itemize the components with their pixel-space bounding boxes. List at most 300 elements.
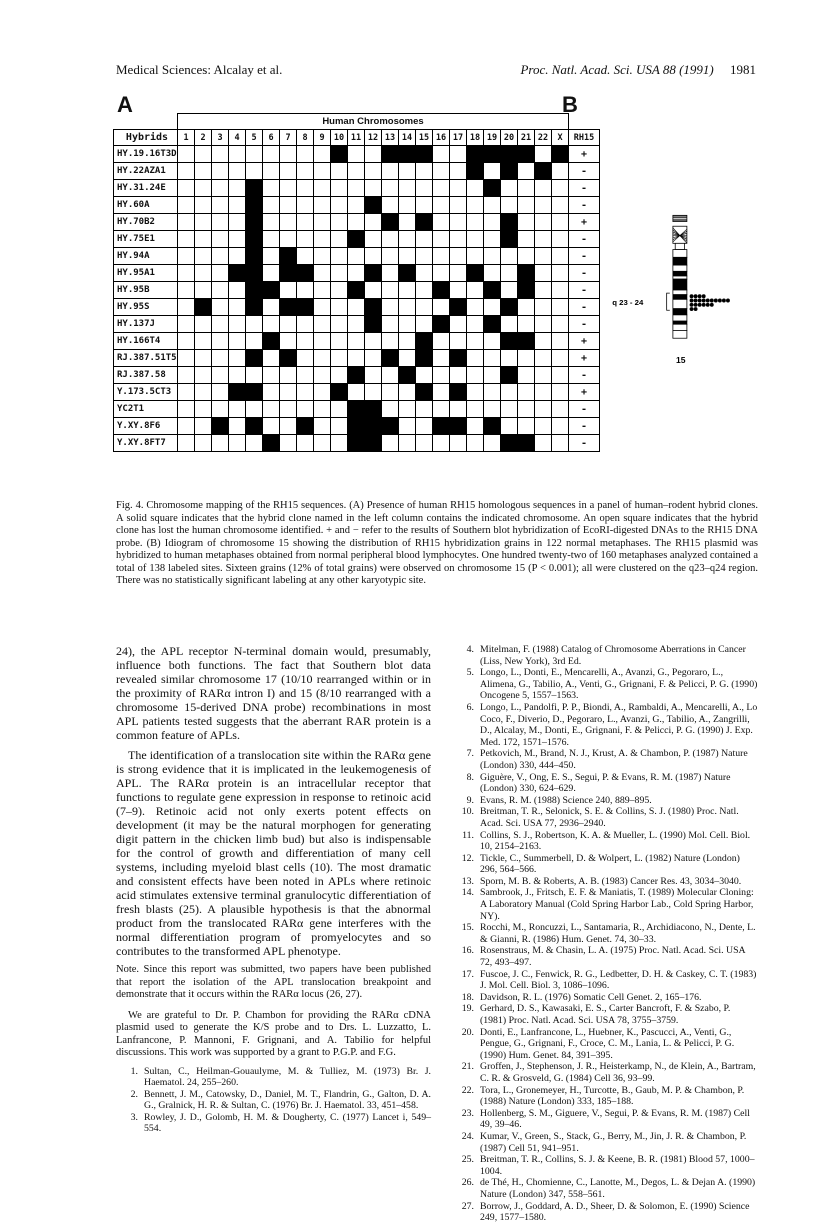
absent-cell	[450, 265, 467, 282]
absent-cell	[297, 146, 314, 163]
table-row	[114, 333, 600, 350]
absent-cell	[314, 367, 331, 384]
journal-citation: Proc. Natl. Acad. Sci. USA 88 (1991)	[520, 62, 714, 77]
absent-cell	[212, 401, 229, 418]
absent-cell	[518, 180, 535, 197]
present-cell	[246, 180, 263, 197]
absent-cell	[348, 146, 365, 163]
reference-text: Collins, S. J., Robertson, K. A. & Mueller, L. (1990) Mol. Cell. Biol. 10, 2154–2163.	[480, 829, 751, 853]
absent-cell	[331, 333, 348, 350]
absent-cell	[178, 333, 195, 350]
absent-cell	[535, 248, 552, 265]
chromosome-header: 13	[382, 130, 399, 146]
absent-cell	[195, 282, 212, 299]
absent-cell	[280, 163, 297, 180]
absent-cell	[331, 214, 348, 231]
reference-text: Tickle, C., Summerbell, D. & Wolpert, L. (1982) Nature (London) 296, 564–566.	[480, 852, 740, 876]
absent-cell	[518, 197, 535, 214]
present-cell	[450, 299, 467, 316]
present-cell	[365, 265, 382, 282]
absent-cell	[535, 384, 552, 401]
absent-cell	[433, 384, 450, 401]
present-cell	[382, 214, 399, 231]
absent-cell	[178, 214, 195, 231]
absent-cell	[501, 401, 518, 418]
chromosome-header: 11	[348, 130, 365, 146]
absent-cell	[229, 282, 246, 299]
absent-cell	[399, 197, 416, 214]
absent-cell	[433, 367, 450, 384]
absent-cell	[450, 248, 467, 265]
absent-cell	[467, 384, 484, 401]
body-paragraph: The identification of a translocation site within the RARα gene is strong evidence that it is implicated in the leukemogenesis of APL. The RARα protein is an intracellular receptor that functions to regulate gene expression in response to retinoic acid (7–9). Retinoic acid not only exerts potent effects on development (it may be the natural morphogen for generating digit pattern in the chicken limb bud) but also is indispensable for the control of growth and differentiation of many cell systems, including myeloid blast cells (10). The most dramatic and consistent effects have been noted in APLs where retinoic acid stimulates extensive terminal granulocytic differentiation of fresh blasts (25). A plausible hypothesis is that the abnormal product from the translocated RARα gene interferes with the normal differentiation program of promyelocytes and so contributes to the transformed APL phenotype.	[116, 748, 431, 958]
chromosome-header: 16	[433, 130, 450, 146]
chromosome-15-ideogram	[606, 192, 746, 407]
present-cell	[416, 350, 433, 367]
hybrid-name: HY.60A	[114, 197, 178, 214]
hybrid-name: HY.94A	[114, 248, 178, 265]
absent-cell	[195, 401, 212, 418]
absent-cell	[416, 282, 433, 299]
absent-cell	[501, 180, 518, 197]
reference-number: 24.	[461, 1130, 474, 1142]
hybrid-name: HY.95A1	[114, 265, 178, 282]
chromosome-band	[673, 265, 687, 271]
absent-cell	[195, 350, 212, 367]
reference-item	[452, 667, 758, 702]
absent-cell	[450, 231, 467, 248]
absent-cell	[348, 333, 365, 350]
absent-cell	[450, 197, 467, 214]
rh15-result: -	[569, 299, 600, 316]
absent-cell	[433, 197, 450, 214]
table-row	[114, 265, 600, 282]
chromosome-header: 18	[467, 130, 484, 146]
absent-cell	[348, 214, 365, 231]
absent-cell	[433, 231, 450, 248]
reference-item	[452, 1061, 758, 1084]
table-row	[114, 350, 600, 367]
absent-cell	[467, 282, 484, 299]
absent-cell	[297, 333, 314, 350]
absent-cell	[297, 316, 314, 333]
reference-item	[116, 1112, 431, 1135]
hybrid-name: HY.166T4	[114, 333, 178, 350]
reference-number: 1.	[130, 1065, 138, 1077]
absent-cell	[212, 146, 229, 163]
absent-cell	[535, 282, 552, 299]
present-cell	[484, 146, 501, 163]
centromere	[675, 243, 684, 249]
absent-cell	[552, 265, 569, 282]
present-cell	[246, 350, 263, 367]
absent-cell	[484, 231, 501, 248]
absent-cell	[212, 231, 229, 248]
hybrid-name: HY.22AZA1	[114, 163, 178, 180]
absent-cell	[229, 350, 246, 367]
hybridization-grain	[702, 294, 706, 298]
absent-cell	[314, 214, 331, 231]
absent-cell	[212, 214, 229, 231]
absent-cell	[348, 248, 365, 265]
absent-cell	[501, 316, 518, 333]
chromosome-band	[673, 321, 687, 324]
reference-item	[452, 922, 758, 945]
left-column	[116, 644, 431, 1135]
absent-cell	[535, 214, 552, 231]
absent-cell	[399, 248, 416, 265]
absent-cell	[365, 282, 382, 299]
absent-cell	[195, 316, 212, 333]
absent-cell	[331, 418, 348, 435]
absent-cell	[518, 163, 535, 180]
reference-item	[452, 945, 758, 968]
reference-text: Petkovich, M., Brand, N. J., Krust, A. & Chambon, P. (1987) Nature (London) 330, 444–450.	[480, 748, 748, 771]
reference-number: 18.	[461, 991, 474, 1003]
absent-cell	[331, 248, 348, 265]
reference-number: 26.	[461, 1177, 474, 1189]
absent-cell	[518, 384, 535, 401]
reference-number: 19.	[461, 1003, 474, 1015]
present-cell	[450, 384, 467, 401]
absent-cell	[331, 401, 348, 418]
absent-cell	[297, 282, 314, 299]
present-cell	[501, 214, 518, 231]
absent-cell	[518, 316, 535, 333]
present-cell	[501, 299, 518, 316]
present-cell	[246, 214, 263, 231]
absent-cell	[467, 333, 484, 350]
absent-cell	[382, 333, 399, 350]
absent-cell	[263, 384, 280, 401]
hybrid-name: HY.137J	[114, 316, 178, 333]
panel-b-label: B	[562, 92, 578, 117]
present-cell	[246, 248, 263, 265]
absent-cell	[382, 282, 399, 299]
absent-cell	[399, 384, 416, 401]
running-header-journal	[520, 62, 756, 78]
table-row	[114, 384, 600, 401]
absent-cell	[178, 180, 195, 197]
chromosome-header: 8	[297, 130, 314, 146]
absent-cell	[399, 435, 416, 452]
present-cell	[297, 418, 314, 435]
present-cell	[263, 333, 280, 350]
chromosome-number: 15	[676, 355, 686, 366]
absent-cell	[314, 299, 331, 316]
absent-cell	[195, 418, 212, 435]
reference-text: Hollenberg, S. M., Giguere, V., Segui, P. & Evans, R. M. (1987) Cell 49, 39–46.	[480, 1107, 750, 1131]
absent-cell	[314, 435, 331, 452]
chromosome-header: 17	[450, 130, 467, 146]
absent-cell	[280, 231, 297, 248]
absent-cell	[212, 163, 229, 180]
hybrid-name: RJ.387.58	[114, 367, 178, 384]
chromosome-band	[673, 276, 687, 279]
absent-cell	[535, 265, 552, 282]
rh15-header: RH15	[569, 130, 600, 146]
absent-cell	[365, 214, 382, 231]
absent-cell	[450, 367, 467, 384]
absent-cell	[484, 401, 501, 418]
present-cell	[348, 435, 365, 452]
absent-cell	[467, 367, 484, 384]
present-cell	[484, 180, 501, 197]
absent-cell	[552, 350, 569, 367]
reference-number: 9.	[466, 794, 474, 806]
present-cell	[484, 316, 501, 333]
absent-cell	[212, 367, 229, 384]
reference-number: 23.	[461, 1107, 474, 1119]
absent-cell	[365, 350, 382, 367]
absent-cell	[348, 265, 365, 282]
absent-cell	[331, 350, 348, 367]
absent-cell	[552, 367, 569, 384]
reference-number: 27.	[461, 1200, 474, 1212]
rh15-result: -	[569, 180, 600, 197]
absent-cell	[399, 316, 416, 333]
absent-cell	[348, 384, 365, 401]
hybridization-grain	[710, 299, 714, 303]
absent-cell	[399, 214, 416, 231]
present-cell	[280, 350, 297, 367]
absent-cell	[263, 214, 280, 231]
present-cell	[365, 197, 382, 214]
absent-cell	[535, 333, 552, 350]
absent-cell	[297, 248, 314, 265]
chromosome-band	[673, 295, 687, 300]
hybrid-name: HY.19.16T3D	[114, 146, 178, 163]
hybridization-grain	[698, 303, 702, 307]
absent-cell	[399, 333, 416, 350]
absent-cell	[552, 401, 569, 418]
absent-cell	[212, 350, 229, 367]
absent-cell	[178, 265, 195, 282]
absent-cell	[229, 401, 246, 418]
table-row	[114, 180, 600, 197]
present-cell	[416, 214, 433, 231]
absent-cell	[331, 299, 348, 316]
absent-cell	[416, 435, 433, 452]
note-paragraph: Note. Since this report was submitted, two papers have been published that report the isolation of the APL translocation breakpoint and demonstrate that it occurs within the RARα locus (26, 27).	[116, 964, 431, 1000]
absent-cell	[314, 265, 331, 282]
present-cell	[552, 146, 569, 163]
absent-cell	[263, 180, 280, 197]
reference-text: Sultan, C., Heilman-Gouaulyme, M. & Tulliez, M. (1973) Br. J. Haematol. 24, 255–260.	[144, 1065, 431, 1089]
present-cell	[382, 146, 399, 163]
absent-cell	[518, 401, 535, 418]
absent-cell	[467, 316, 484, 333]
absent-cell	[399, 231, 416, 248]
absent-cell	[552, 197, 569, 214]
absent-cell	[195, 214, 212, 231]
corner-cell	[569, 114, 600, 130]
absent-cell	[484, 350, 501, 367]
absent-cell	[399, 180, 416, 197]
region-bracket	[667, 293, 670, 310]
reference-text: Sambrook, J., Fritsch, E. F. & Maniatis, T. (1989) Molecular Cloning: A Laboratory Manual (Cold Spring Harbor Lab., Cold Spring Harbor, NY).	[480, 887, 754, 922]
absent-cell	[263, 316, 280, 333]
absent-cell	[280, 401, 297, 418]
absent-cell	[331, 282, 348, 299]
reference-text: Evans, R. M. (1988) Science 240, 889–895.	[480, 794, 652, 806]
absent-cell	[331, 231, 348, 248]
absent-cell	[348, 350, 365, 367]
absent-cell	[518, 231, 535, 248]
present-cell	[467, 163, 484, 180]
present-cell	[348, 401, 365, 418]
present-cell	[433, 316, 450, 333]
absent-cell	[467, 231, 484, 248]
absent-cell	[467, 350, 484, 367]
reference-number: 4.	[466, 644, 474, 655]
absent-cell	[484, 248, 501, 265]
reference-item	[452, 748, 758, 771]
absent-cell	[399, 163, 416, 180]
chromosome-band	[673, 271, 687, 276]
chromosome-header: 14	[399, 130, 416, 146]
present-cell	[484, 282, 501, 299]
absent-cell	[229, 316, 246, 333]
hybridization-grain	[726, 299, 730, 303]
present-cell	[416, 146, 433, 163]
present-cell	[518, 435, 535, 452]
reference-number: 21.	[461, 1061, 474, 1073]
absent-cell	[382, 231, 399, 248]
absent-cell	[535, 299, 552, 316]
hybridization-grain	[690, 299, 694, 303]
absent-cell	[501, 418, 518, 435]
absent-cell	[382, 401, 399, 418]
hybridization-grain	[694, 303, 698, 307]
absent-cell	[365, 367, 382, 384]
rh15-result: -	[569, 316, 600, 333]
absent-cell	[263, 367, 280, 384]
rh15-result: +	[569, 384, 600, 401]
absent-cell	[501, 350, 518, 367]
chromosome-band	[673, 290, 687, 295]
chromosome-header: 7	[280, 130, 297, 146]
absent-cell	[450, 333, 467, 350]
absent-cell	[365, 231, 382, 248]
absent-cell	[365, 180, 382, 197]
absent-cell	[263, 146, 280, 163]
table-row	[114, 401, 600, 418]
rh15-result: +	[569, 214, 600, 231]
absent-cell	[331, 316, 348, 333]
absent-cell	[365, 163, 382, 180]
present-cell	[450, 350, 467, 367]
reference-item	[452, 853, 758, 876]
absent-cell	[280, 180, 297, 197]
absent-cell	[297, 197, 314, 214]
reference-text: Breitman, T. R., Collins, S. J. & Keene, B. R. (1981) Blood 57, 1000–1004.	[480, 1154, 755, 1177]
present-cell	[501, 146, 518, 163]
absent-cell	[484, 384, 501, 401]
absent-cell	[263, 248, 280, 265]
absent-cell	[263, 197, 280, 214]
absent-cell	[484, 197, 501, 214]
absent-cell	[416, 163, 433, 180]
present-cell	[195, 299, 212, 316]
absent-cell	[399, 350, 416, 367]
reference-text: Giguère, V., Ong, E. S., Segui, P. & Evans, R. M. (1987) Nature (London) 330, 624–629.	[480, 771, 731, 795]
reference-number: 12.	[461, 852, 474, 864]
hybridization-grain	[698, 299, 702, 303]
absent-cell	[552, 333, 569, 350]
hybrid-name: YC2T1	[114, 401, 178, 418]
absent-cell	[314, 180, 331, 197]
chromosome-header: 12	[365, 130, 382, 146]
present-cell	[348, 418, 365, 435]
absent-cell	[467, 197, 484, 214]
present-cell	[246, 299, 263, 316]
absent-cell	[552, 435, 569, 452]
absent-cell	[365, 333, 382, 350]
band-label: q 23 - 24	[612, 297, 644, 307]
reference-item	[452, 1003, 758, 1026]
absent-cell	[246, 401, 263, 418]
absent-cell	[535, 316, 552, 333]
reference-number: 11.	[462, 829, 474, 841]
hybrid-name: HY.95S	[114, 299, 178, 316]
absent-cell	[416, 180, 433, 197]
absent-cell	[450, 401, 467, 418]
reference-text: Sporn, M. B. & Roberts, A. B. (1983) Cancer Res. 43, 3034–3040.	[480, 875, 742, 887]
present-cell	[382, 350, 399, 367]
absent-cell	[178, 384, 195, 401]
references-right	[452, 644, 758, 1224]
absent-cell	[552, 180, 569, 197]
absent-cell	[195, 384, 212, 401]
absent-cell	[195, 197, 212, 214]
reference-number: 13.	[461, 875, 474, 887]
present-cell	[399, 265, 416, 282]
absent-cell	[467, 214, 484, 231]
absent-cell	[280, 367, 297, 384]
absent-cell	[518, 350, 535, 367]
absent-cell	[195, 231, 212, 248]
absent-cell	[348, 180, 365, 197]
rh15-result: -	[569, 265, 600, 282]
present-cell	[348, 231, 365, 248]
absent-cell	[518, 299, 535, 316]
absent-cell	[535, 350, 552, 367]
absent-cell	[382, 248, 399, 265]
absent-cell	[518, 418, 535, 435]
absent-cell	[178, 350, 195, 367]
reference-text: Gerhard, D. S., Kawasaki, E. S., Carter Bancroft, F. & Szabo, P. (1981) Proc. Natl. Acad. Sci. USA 78, 3755–3759.	[480, 1003, 731, 1026]
absent-cell	[399, 299, 416, 316]
rh15-result: -	[569, 163, 600, 180]
present-cell	[467, 146, 484, 163]
absent-cell	[297, 231, 314, 248]
absent-cell	[212, 265, 229, 282]
present-cell	[348, 367, 365, 384]
reference-item	[452, 1027, 758, 1062]
present-cell	[416, 384, 433, 401]
present-cell	[331, 146, 348, 163]
absent-cell	[484, 163, 501, 180]
present-cell	[365, 401, 382, 418]
absent-cell	[314, 163, 331, 180]
absent-cell	[212, 248, 229, 265]
reference-text: de Thé, H., Chomienne, C., Lanotte, M., Degos, L. & Dejan A. (1990) Nature (London) 347, 558–561.	[480, 1177, 756, 1200]
absent-cell	[365, 248, 382, 265]
hybridization-grain	[710, 303, 714, 307]
reference-text: Borrow, J., Goddard, A. D., Sheer, D. & Solomon, E. (1990) Science 249, 1577–1580.	[480, 1200, 750, 1224]
absent-cell	[450, 146, 467, 163]
